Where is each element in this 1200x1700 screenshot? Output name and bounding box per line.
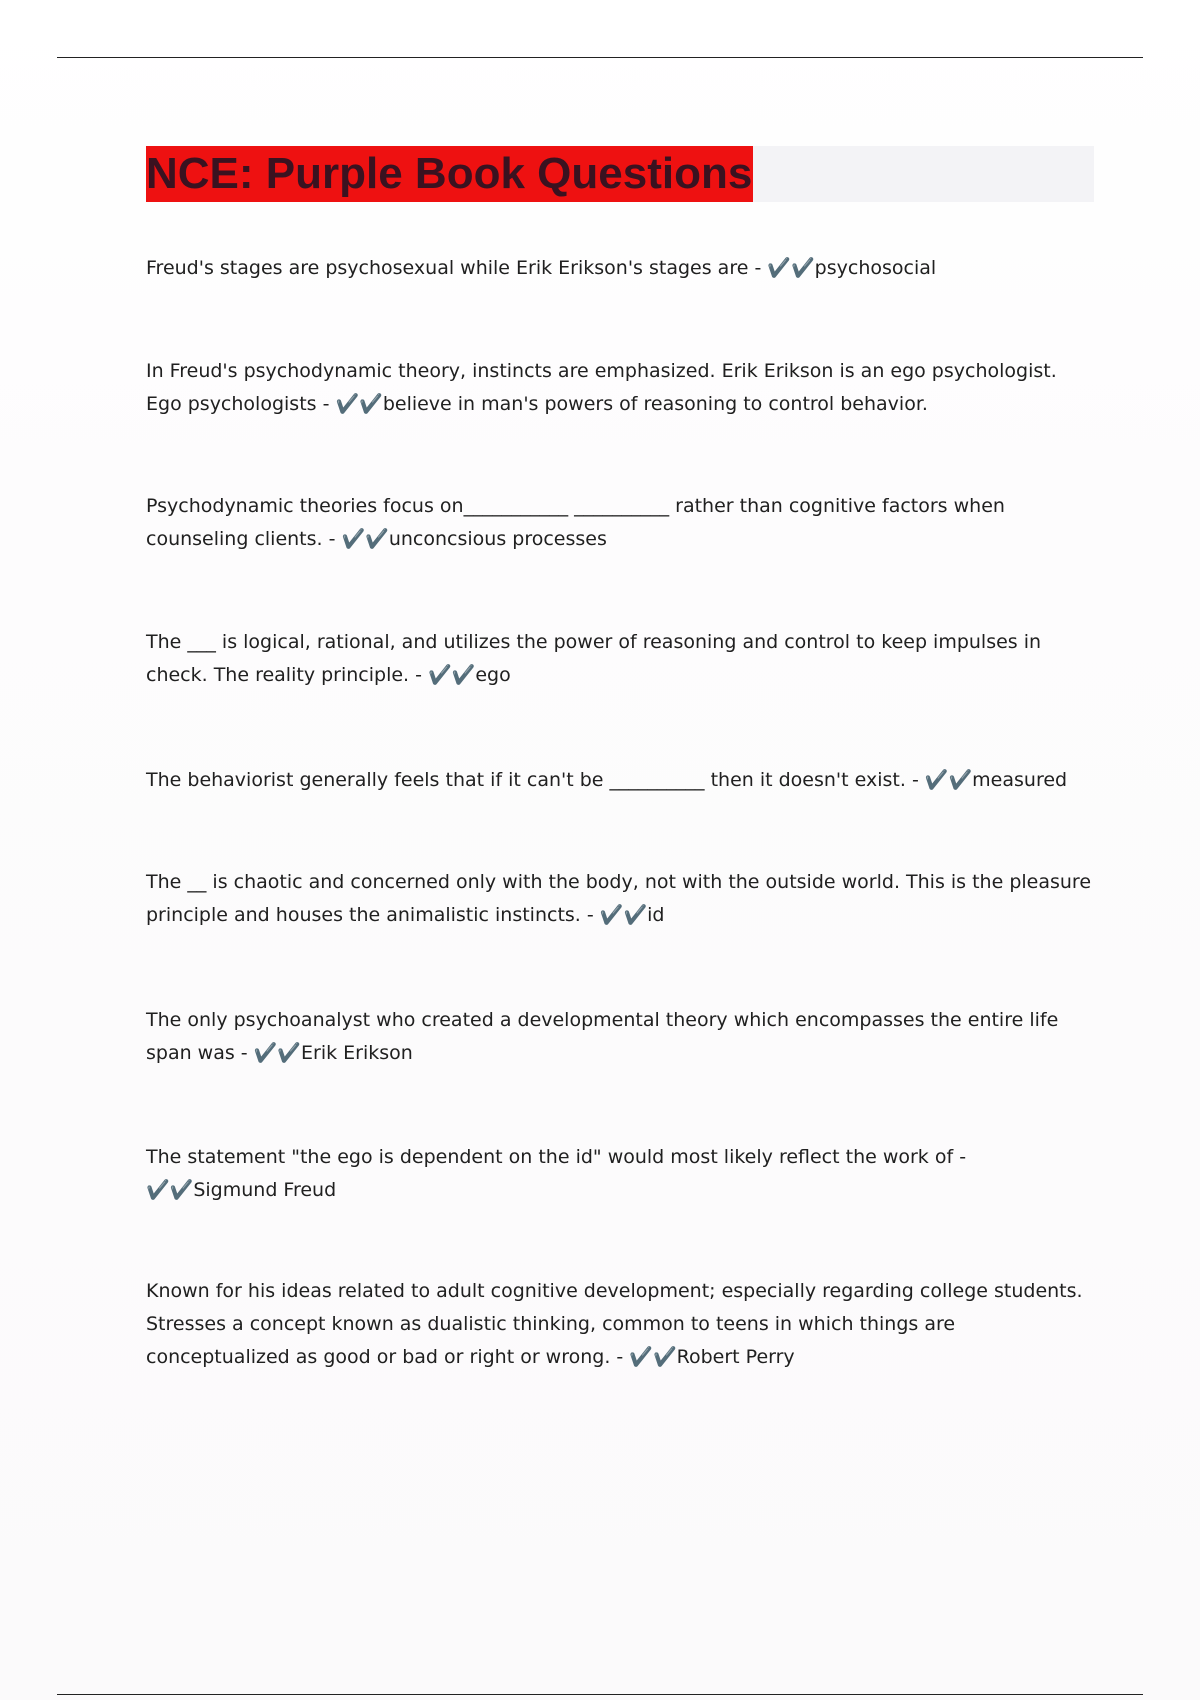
qa-item	[146, 252, 1096, 285]
document-title: NCE: Purple Book Questions	[146, 146, 753, 202]
check-marks-icon: ✔️✔️	[767, 257, 815, 279]
check-marks-icon: ✔️✔️	[341, 528, 389, 550]
qa-item	[146, 1275, 1096, 1374]
separator: -	[316, 393, 336, 415]
separator: -	[580, 904, 600, 926]
question-text: The behaviorist generally feels that if it can't be __________ then it doesn't exist.	[146, 769, 906, 791]
question-text: The only psychoanalyst who created a developmental theory which encompasses the entire life span was	[146, 1009, 1059, 1064]
qa-item	[146, 355, 1096, 421]
answer-text: unconcsious processes	[388, 528, 607, 550]
qa-item	[146, 1141, 1096, 1207]
separator: -	[748, 257, 768, 279]
answer-text: measured	[972, 769, 1068, 791]
answer-text: id	[647, 904, 665, 926]
check-marks-icon: ✔️✔️	[335, 393, 383, 415]
qa-item	[146, 490, 1096, 556]
qa-item	[146, 626, 1096, 692]
answer-text: Robert Perry	[676, 1346, 795, 1368]
question-text: Psychodynamic theories focus on___________ __________ rather than cognitive factors when counseling clients.	[146, 495, 1005, 550]
question-text: Known for his ideas related to adult cognitive development; especially regarding college students. Stresses a concept known as dualistic thinking, common to teens in which things are conceptualized as good or bad or right or wrong.	[146, 1280, 1083, 1368]
separator: -	[905, 769, 925, 791]
check-marks-icon: ✔️✔️	[253, 1042, 302, 1064]
check-marks-icon: ✔️✔️	[428, 664, 476, 686]
answer-text: Erik Erikson	[301, 1042, 413, 1064]
separator: -	[953, 1146, 967, 1168]
answer-text: ego	[475, 664, 511, 686]
answer-text: Sigmund Freud	[193, 1179, 337, 1201]
separator: -	[322, 528, 342, 550]
qa-item	[146, 764, 1096, 797]
question-text: Freud's stages are psychosexual while Erik Erikson's stages are	[146, 257, 749, 279]
check-marks-icon: ✔️✔️	[924, 769, 973, 791]
question-text: The ___ is logical, rational, and utilizes the power of reasoning and control to keep impulses in check. The reality principle.	[146, 631, 1042, 686]
question-text: In Freud's psychodynamic theory, instincts are emphasized. Erik Erikson is an ego psychologist. Ego psychologists	[146, 360, 1057, 415]
check-marks-icon: ✔️✔️	[146, 1179, 194, 1201]
separator: -	[234, 1042, 254, 1064]
qa-item	[146, 1004, 1096, 1070]
answer-text: psychosocial	[814, 257, 937, 279]
question-text: The __ is chaotic and concerned only with the body, not with the outside world. This is the pleasure principle and houses the animalistic instincts.	[146, 871, 1092, 926]
separator: -	[610, 1346, 630, 1368]
top-divider	[57, 57, 1143, 58]
check-marks-icon: ✔️✔️	[629, 1346, 677, 1368]
qa-item	[146, 866, 1096, 932]
answer-text: believe in man's powers of reasoning to control behavior.	[382, 393, 928, 415]
check-marks-icon: ✔️✔️	[599, 904, 648, 926]
question-text: The statement "the ego is dependent on the id" would most likely reflect the work of	[146, 1146, 954, 1168]
bottom-divider	[57, 1694, 1143, 1695]
separator: -	[409, 664, 429, 686]
